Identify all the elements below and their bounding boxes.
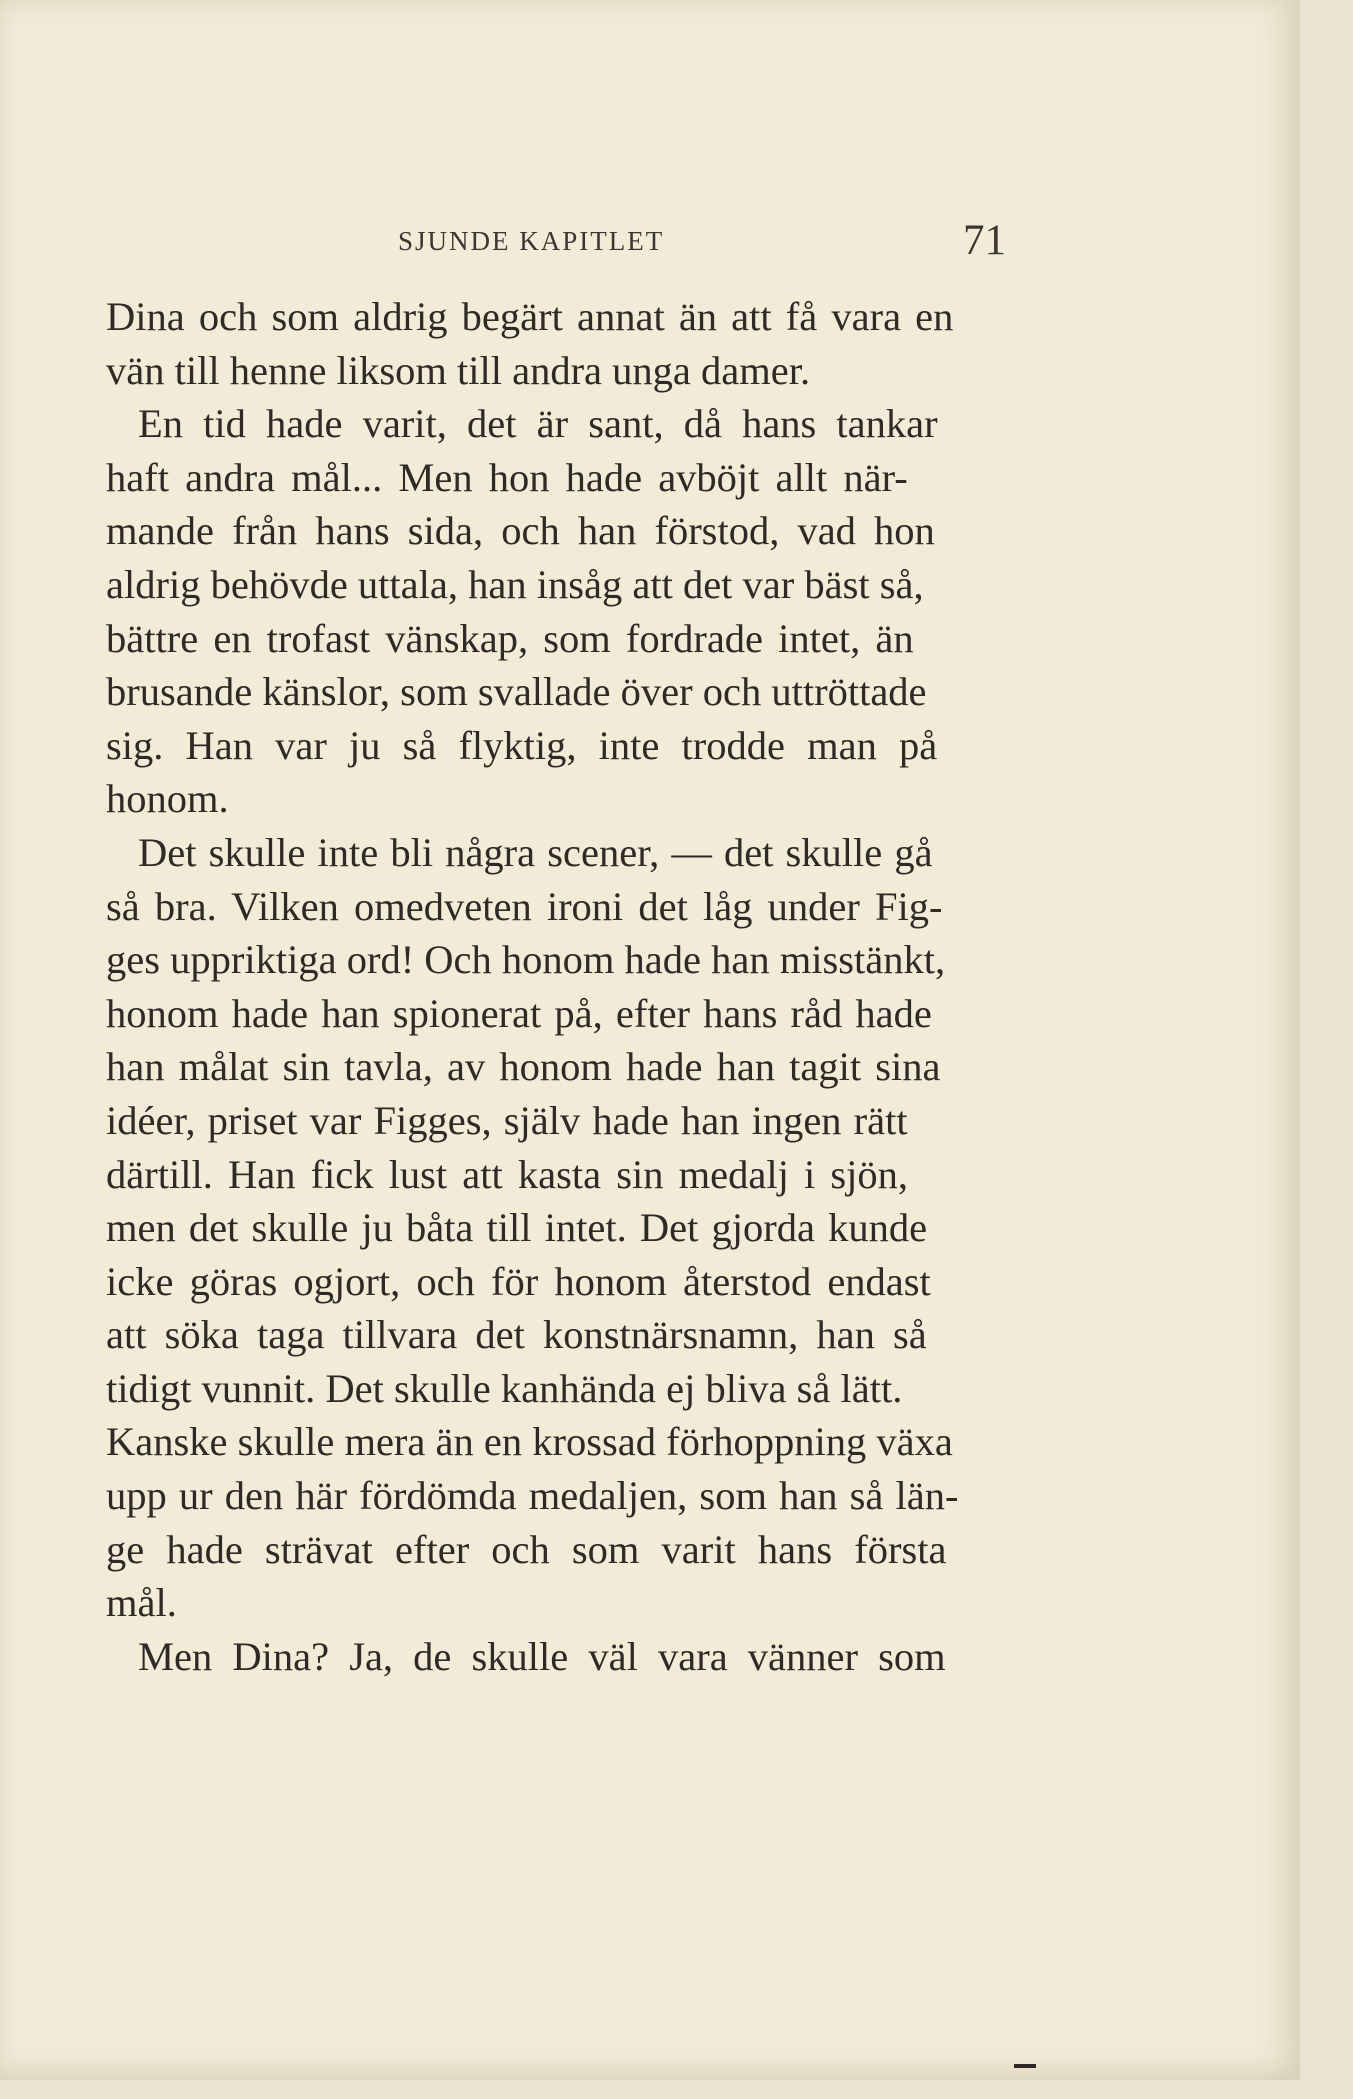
text-line: bättre en trofast vänskap, som fordrade intet, än (106, 615, 914, 661)
page-edge-mark (1014, 2064, 1036, 2068)
text-line: att söka taga tillvara det konstnärsnamn, han så (106, 1312, 927, 1358)
text-line: idéer, priset var Figges, själv hade han ingen rätt (106, 1097, 908, 1143)
text-line: En tid hade varit, det är sant, då hans tankar (138, 401, 938, 447)
text-line: honom hade han spionerat på, efter hans råd hade (106, 990, 932, 1036)
text-line: sig. Han var ju så flyktig, inte trodde man på (106, 722, 938, 768)
text-line: honom. (106, 776, 229, 822)
text-line: mande från hans sida, och han förstod, vad hon (106, 508, 935, 554)
text-line: Kanske skulle mera än en krossad förhoppning växa (106, 1419, 953, 1465)
text-line: Det skulle inte bli några scener, — det skulle gå (138, 829, 933, 875)
text-line: aldrig behövde uttala, han insåg att det var bäst så, (106, 561, 924, 607)
text-line: så bra. Vilken omedveten ironi det låg under Fig- (106, 883, 943, 929)
text-line: tidigt vunnit. Det skulle kanhända ej bliva så lätt. (106, 1365, 903, 1411)
text-line: icke göras ogjort, och för honom återstod endast (106, 1258, 931, 1304)
text-line: haft andra mål... Men hon hade avböjt allt när- (106, 454, 908, 500)
text-line: ges uppriktiga ord! Och honom hade han misstänkt, (106, 937, 946, 983)
text-line: vän till henne liksom till andra unga damer. (106, 347, 811, 393)
page-number: 71 (963, 217, 1006, 264)
body-text (106, 290, 1056, 1683)
text-line: han målat sin tavla, av honom hade han tagit sina (106, 1044, 941, 1090)
text-line: Dina och som aldrig begärt annat än att få vara en (106, 294, 954, 339)
text-line: brusande känslor, som svallade över och uttröttade (106, 669, 927, 715)
text-line: därtill. Han fick lust att kasta sin medalj i sjön, (106, 1151, 908, 1197)
text-line: mål. (106, 1580, 177, 1626)
text-line: upp ur den här fördömda medaljen, som han så län- (106, 1473, 959, 1519)
text-line: men det skulle ju båta till intet. Det gjorda kunde (106, 1205, 928, 1251)
running-header: SJUNDE KAPITLET (398, 226, 665, 256)
text-line: ge hade strävat efter och som varit hans första (106, 1526, 947, 1572)
text-line: Men Dina? Ja, de skulle väl vara vänner som (138, 1633, 946, 1679)
